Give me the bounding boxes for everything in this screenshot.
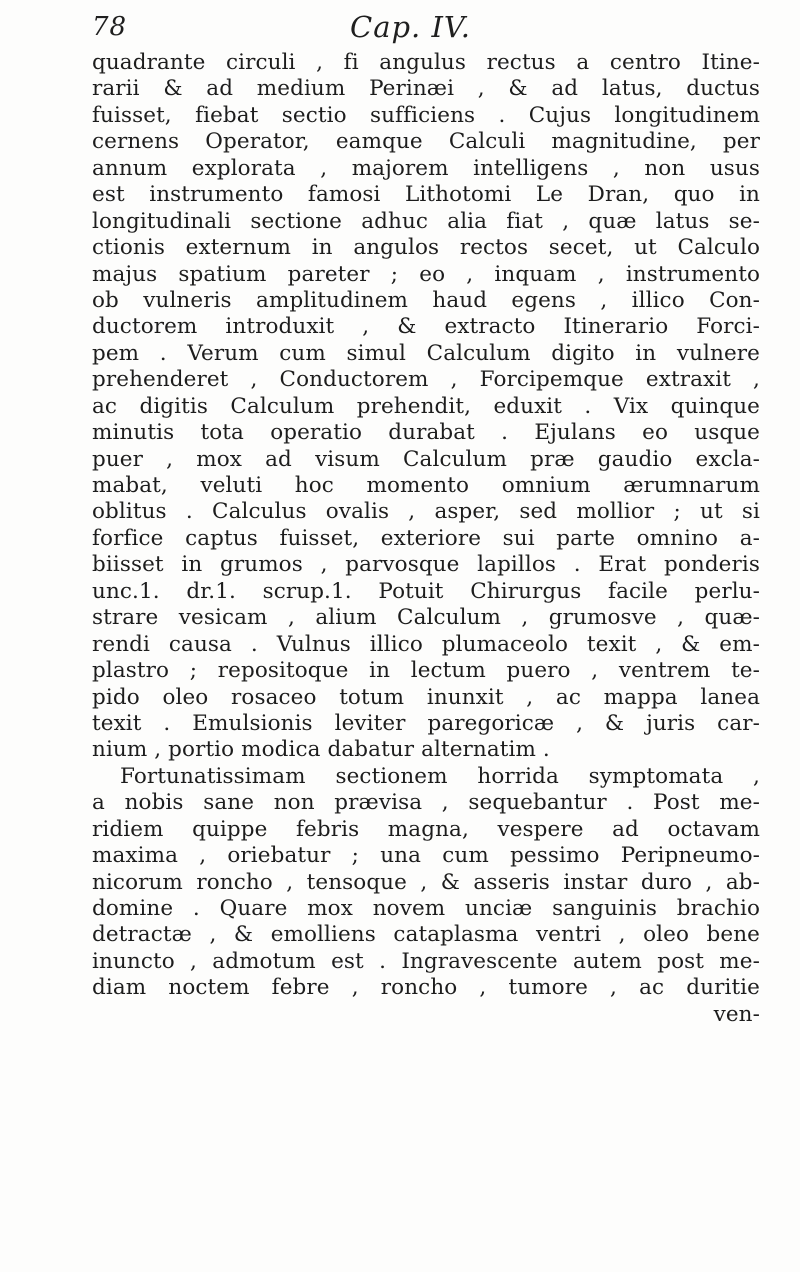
text-line: domine . Quare mox novem unciæ sanguinis brachio [92,896,760,921]
text-line: longitudinali sectione adhuc alia fiat , quæ latus se- [92,208,760,234]
text-line: ac digitis Calculum prehendit, eduxit . Vix quinque [92,393,760,419]
text-line: prehenderet , Conductorem , Forcipemque extraxit , [92,367,760,393]
text-line: oblitus . Calculus ovalis , asper, sed mollior ; ut si [92,499,760,525]
text-line: minutis tota operatio durabat . Ejulans eo usque [92,420,760,446]
text-line: unc.1. dr.1. scrup.1. Potuit Chirurgus facile perlu- [92,578,760,604]
text-line: quadrante circuli , fi angulus rectus a centro Itine- [92,50,760,75]
text-line: diam noctem febre , roncho , tumore , ac duritie [92,975,760,1001]
page-number: 78 [92,12,128,42]
text-line: fuisset, fiebat sectio sufficiens . Cujus longitudinem [92,102,760,128]
text-line: est instrumento famosi Lithotomi Le Dran, quo in [92,182,760,208]
text-line: biisset in grumos , parvosque lapillos . Erat ponderis [92,552,760,578]
text-line: ob vulneris amplitudinem haud egens , illico Con- [92,287,760,313]
catchword: ven- [713,1001,760,1027]
text-line: rendi causa . Vulnus illico plumaceolo texit , & em- [92,631,760,657]
text-line: rarii & ad medium Perinæi , & ad latus, ductus [92,76,760,102]
latin-text-block [92,50,760,1028]
chapter-heading: Cap. IV. [350,10,472,44]
text-line: maxima , oriebatur ; una cum pessimo Peripneumo- [92,843,760,869]
text-line: detractæ , & emolliens cataplasma ventri , oleo bene [92,922,760,948]
text-line: nicorum roncho , tensoque , & asseris instar duro , ab- [92,869,760,895]
page-header [92,10,752,50]
text-line: Fortunatissimam sectionem horrida symptomata , [120,763,760,789]
text-line: inuncto , admotum est . Ingravescente autem post me- [92,948,760,974]
text-line: ductorem introduxit , & extracto Itinerario Forci- [92,314,760,340]
text-line: ridiem quippe febris magna, vespere ad octavam [92,816,760,842]
text-line: forfice captus fuisset, exteriore sui parte omnino a- [92,525,760,551]
text-line: ctionis externum in angulos rectos secet, ut Calculo [92,235,760,261]
text-line: pem . Verum cum simul Calculum digito in vulnere [92,340,760,366]
text-line: majus spatium pareter ; eo , inquam , instrumento [92,261,760,287]
text-line: a nobis sane non prævisa , sequebantur . Post me- [92,790,760,816]
text-line: nium , portio modica dabatur alternatim . [92,737,550,763]
text-line: pido oleo rosaceo totum inunxit , ac mappa lanea [92,684,760,710]
text-line: plastro ; repositoque in lectum puero , ventrem te- [92,658,760,684]
text-line: texit . Emulsionis leviter paregoricæ , & juris car- [92,710,760,736]
text-line: puer , mox ad visum Calculum præ gaudio excla- [92,446,760,472]
text-line: cernens Operator, eamque Calculi magnitudine, per [92,129,760,155]
text-line: annum explorata , majorem intelligens , non usus [92,155,760,181]
text-line: strare vesicam , alium Calculum , grumosve , quæ- [92,605,760,631]
text-line: mabat, veluti hoc momento omnium ærumnarum [92,473,760,498]
